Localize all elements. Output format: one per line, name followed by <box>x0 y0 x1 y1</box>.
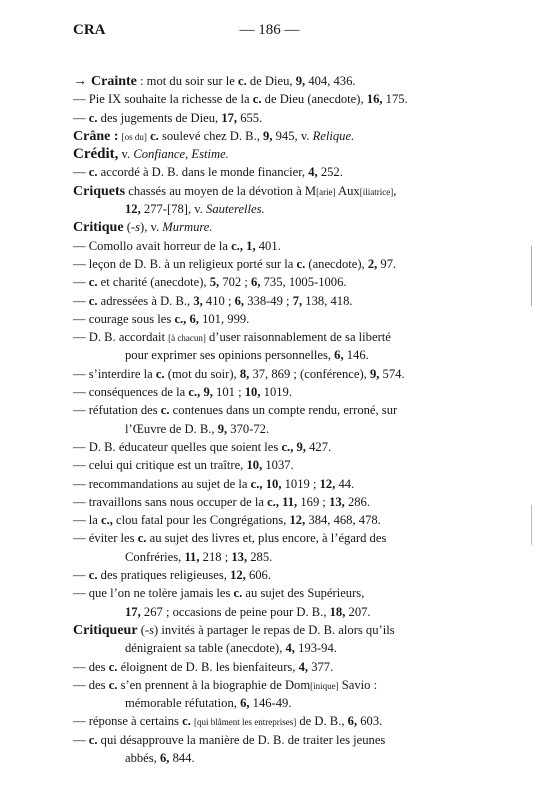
index-line <box>73 145 486 163</box>
entry-text: dénigraient sa table (anecdote), <box>125 641 286 656</box>
scan-edge-mark <box>531 505 532 545</box>
bracket-note: [os du] <box>121 131 147 142</box>
index-line <box>73 749 486 767</box>
running-head: CRA <box>73 22 106 38</box>
index-line <box>73 658 486 676</box>
entry-text: — <box>73 568 89 583</box>
entry-text: ) invités à partager le repas de D. B. alors qu’ils <box>154 622 395 637</box>
bold-ref: c., <box>174 311 187 326</box>
entry-text: soulevé chez D. B., <box>158 128 264 143</box>
entry-text: 218 ; <box>199 549 232 564</box>
entry-text: — D. B. éducateur quelles que soient les <box>73 439 282 454</box>
bold-ref: 12, <box>289 513 306 528</box>
entry-text: 252. <box>317 165 343 180</box>
bold-ref: 12, <box>230 568 246 583</box>
bold-ref: 6, <box>334 348 344 363</box>
entry-text: 101 ; <box>212 385 245 400</box>
entry-text: 844. <box>169 750 195 765</box>
bold-ref: 9, <box>295 74 306 88</box>
entry-text: 574. <box>379 366 405 381</box>
entry-text: 175. <box>382 92 408 107</box>
bold-ref: 6, <box>234 293 245 308</box>
entry-text: 97. <box>377 256 397 271</box>
entry-text: — celui qui critique est un traître, <box>73 458 247 473</box>
entry-text: accordé à D. B. dans le monde financier, <box>97 165 309 180</box>
bold-ref: 6, <box>240 696 250 711</box>
italic-ref: -s <box>144 622 155 637</box>
entry-text: 384, 468, 478. <box>305 513 381 528</box>
bold-ref: 3, <box>193 293 203 308</box>
bold-ref: c. <box>252 92 262 107</box>
entry-text: adressées à D. B., <box>97 293 194 308</box>
entry-text: — <box>73 165 89 180</box>
entry-text: — <box>73 732 89 747</box>
entry-text: éloignent de D. B. les bienfaiteurs, <box>117 659 299 674</box>
entry-text: 193-94. <box>294 641 337 656</box>
headword: Criquets <box>73 183 126 199</box>
entry-text: 735, 1005-1006. <box>260 275 347 290</box>
index-line <box>73 200 486 218</box>
index-line <box>73 292 486 310</box>
entry-text: 606. <box>245 568 271 583</box>
index-line <box>73 401 486 419</box>
entry-text: 655. <box>237 110 263 125</box>
entry-text: 285. <box>247 549 273 564</box>
entry-text: 338-49 ; <box>244 293 293 308</box>
entry-text: au sujet des livres et, plus encore, à l’égard des <box>146 531 387 546</box>
bold-ref: c. <box>182 714 191 729</box>
entry-text: — réfutation des <box>73 403 161 418</box>
entry-text: 286. <box>344 494 370 509</box>
bold-ref: c. <box>108 659 118 674</box>
scan-edge-mark <box>531 246 532 306</box>
bold-ref: c., <box>250 476 263 491</box>
index-line <box>73 328 486 346</box>
index-line <box>73 731 486 749</box>
index-line <box>73 529 486 547</box>
entry-text: 427. <box>305 439 332 454</box>
index-line <box>73 603 486 621</box>
bold-ref: 4, <box>298 659 309 674</box>
arrow-icon: → <box>73 74 87 89</box>
bold-ref: c. <box>155 366 165 381</box>
italic-ref: -s <box>130 220 141 235</box>
bold-ref: c., <box>100 513 113 528</box>
entry-text: de D. B., <box>296 714 348 729</box>
index-line <box>73 548 486 566</box>
entry-text: — recommandations au sujet de la <box>73 476 251 491</box>
bold-ref: 6, <box>189 311 199 326</box>
index-line <box>73 182 486 200</box>
entry-text: de Dieu (anecdote), <box>261 92 367 107</box>
entry-text: abbés, <box>125 750 160 765</box>
entry-text: l’Œuvre de D. B., <box>125 421 218 436</box>
bold-ref: 12, <box>125 202 141 217</box>
bold-ref: c. <box>88 293 98 308</box>
entry-text: d’user raisonnablement de sa liberté <box>205 330 391 345</box>
bold-ref: 13, <box>329 494 345 509</box>
bold-ref: 10, <box>244 385 261 400</box>
bold-ref: c. <box>150 128 159 143</box>
entry-text: 404, 436. <box>305 74 356 88</box>
index-line <box>73 639 486 657</box>
bold-ref: c. <box>137 531 147 546</box>
bold-ref: 2, <box>367 256 378 271</box>
bold-ref: 17, <box>125 604 141 619</box>
headword: Crainte <box>91 74 137 89</box>
entry-text: Savio : <box>338 677 378 692</box>
bold-ref: 6, <box>347 714 358 729</box>
bold-ref: c. <box>296 256 306 271</box>
index-line <box>73 566 486 584</box>
bold-ref: c. <box>88 732 98 747</box>
entry-text: Confréries, <box>125 549 185 564</box>
bold-ref: 7, <box>292 293 303 308</box>
entry-text: 101, 999. <box>198 311 250 326</box>
entry-text: 277-[78], v. <box>140 202 207 217</box>
index-line <box>73 346 486 364</box>
bold-ref: c., <box>231 238 243 253</box>
entry-text: 146-49. <box>249 696 292 711</box>
entry-text: 267 ; occasions de peine pour D. B., <box>140 604 330 619</box>
entry-text: qui désapprouve la manière de D. B. de traiter les jeunes <box>97 732 386 747</box>
entry-text: , <box>393 183 397 198</box>
entry-text: ( <box>123 220 131 235</box>
bold-ref: c. <box>108 677 118 692</box>
index-line <box>73 475 486 493</box>
entry-text: (mot du soir), <box>164 366 240 381</box>
entry-text: 138, 418. <box>302 293 353 308</box>
entry-text: — la <box>73 513 101 528</box>
entry-text: chassés au moyen de la dévotion à M <box>125 183 317 198</box>
entry-text: 401. <box>255 238 281 253</box>
bold-ref: c. <box>88 568 98 583</box>
index-line <box>73 255 486 273</box>
index-line <box>73 273 486 291</box>
index-line <box>73 456 486 474</box>
entry-text: 702 ; <box>219 275 252 290</box>
entry-text: : mot du soir sur le <box>136 74 238 88</box>
entry-text: — <box>73 293 89 308</box>
index-line <box>73 676 486 694</box>
italic-ref: Confiance, Estime. <box>133 147 229 162</box>
bold-ref: 13, <box>231 549 248 564</box>
entry-text: mémorable réfutation, <box>125 696 241 711</box>
index-line <box>73 584 486 602</box>
italic-ref: Relique. <box>312 128 355 143</box>
entry-text: 603. <box>357 714 383 729</box>
index-line <box>73 310 486 328</box>
italic-ref: Murmure. <box>162 220 213 235</box>
bold-ref: 9, <box>263 128 273 143</box>
index-line <box>73 420 486 438</box>
bracket-note: [qui blâment les entreprises] <box>194 717 297 728</box>
bold-ref: 16, <box>366 92 383 107</box>
entry-text: 207. <box>345 604 371 619</box>
entry-text: — réponse à certains <box>73 714 183 729</box>
bold-ref: 9, <box>203 385 213 400</box>
bold-ref: c. <box>160 403 170 418</box>
entry-text: v. <box>118 147 134 162</box>
bracket-note: [à chacun] <box>168 333 206 344</box>
entry-text: clou fatal pour les Congrégations, <box>112 513 290 528</box>
bold-ref: 10, <box>246 458 263 473</box>
index-line <box>73 127 486 145</box>
headword: Critique <box>73 220 124 236</box>
bold-ref: 17, <box>221 110 238 125</box>
index-line <box>73 383 486 401</box>
entry-text: ( <box>137 622 145 637</box>
bold-ref: 9, <box>296 439 306 454</box>
bracket-note: [arie] <box>316 186 336 197</box>
index-line <box>73 237 486 255</box>
bold-ref: 6, <box>251 275 261 290</box>
bracket-note: [inique] <box>310 680 339 691</box>
entry-text: (anecdote), <box>305 256 368 271</box>
entry-text: — D. B. accordait <box>73 330 169 345</box>
entry-text: 37, 869 ; (conférence), <box>249 366 370 381</box>
entry-text: de Dieu, <box>246 74 296 88</box>
bold-ref: c. <box>88 110 98 125</box>
headword: Crédit, <box>73 146 119 163</box>
bold-ref: c., <box>267 494 279 509</box>
bold-ref: c. <box>233 586 243 601</box>
entry-text: 44. <box>335 476 355 491</box>
entry-text: — Comollo avait horreur de la <box>73 238 232 253</box>
bold-ref: 1, <box>246 238 256 253</box>
bold-ref: 4, <box>285 641 295 656</box>
bold-ref: c., <box>188 385 201 400</box>
entry-text: 410 ; <box>202 293 235 308</box>
index-line <box>73 712 486 730</box>
bold-ref: 4, <box>308 165 318 180</box>
bold-ref: 9, <box>369 366 380 381</box>
entry-text: s’en prennent à la biographie de Dom <box>117 677 311 692</box>
page-number: — 186 — <box>239 22 300 38</box>
index-line <box>73 694 486 712</box>
bold-ref: 6, <box>159 750 170 765</box>
entry-text: des jugements de Dieu, <box>97 110 222 125</box>
entry-text: 169 ; <box>297 494 330 509</box>
entry-text: — leçon de D. B. à un religieux porté sur la <box>73 256 297 271</box>
index-entries <box>73 72 486 767</box>
bold-ref: 5, <box>209 275 220 290</box>
bold-ref: 8, <box>239 366 250 381</box>
index-line <box>73 511 486 529</box>
bold-ref: 11, <box>282 494 298 509</box>
entry-text: — s’interdire la <box>73 366 156 381</box>
index-line <box>73 365 486 383</box>
index-line <box>73 438 486 456</box>
entry-text: 945, v. <box>272 128 313 143</box>
entry-text: — travaillons sans nous occuper de la <box>73 494 268 509</box>
bold-ref: 18, <box>329 604 346 619</box>
entry-text: 1019 ; <box>281 476 320 491</box>
entry-text: et charité (anecdote), <box>97 275 210 290</box>
entry-text: 146. <box>343 348 369 363</box>
index-line <box>73 218 486 236</box>
index-line <box>73 621 486 639</box>
italic-ref: Sauterelles. <box>206 202 265 217</box>
entry-text: — Pie IX souhaite la richesse de la <box>73 92 253 107</box>
entry-text: Aux <box>335 183 360 198</box>
bold-ref: 12, <box>319 476 336 491</box>
bracket-note: [iliatrice] <box>359 186 394 197</box>
headword: Crâne : <box>73 128 119 144</box>
entry-text: — que l’on ne tolère jamais les <box>73 586 234 601</box>
entry-text: — éviter les <box>73 531 138 546</box>
entry-text: — conséquences de la <box>73 385 189 400</box>
index-line <box>73 109 486 127</box>
index-line <box>73 90 486 108</box>
bold-ref: 11, <box>184 549 200 564</box>
entry-text: pour exprimer ses opinions personnelles, <box>125 348 335 363</box>
index-line <box>73 493 486 511</box>
entry-text: au sujet des Supérieurs, <box>242 586 365 601</box>
headword: Critiqueur <box>73 622 138 638</box>
bold-ref: 9, <box>217 421 228 436</box>
entry-text: contenues dans un compte rendu, erroné, sur <box>169 403 398 418</box>
bold-ref: c. <box>88 165 98 180</box>
index-line <box>73 72 486 90</box>
bold-ref: c., <box>281 439 294 454</box>
entry-text: ), v. <box>140 220 163 235</box>
entry-text: — <box>73 110 89 125</box>
bold-ref: c. <box>238 74 247 88</box>
entry-text: — courage sous les <box>73 311 175 326</box>
entry-text: — <box>73 275 89 290</box>
entry-text: 377. <box>308 659 334 674</box>
entry-text: 1037. <box>262 458 294 473</box>
entry-text: 370-72. <box>227 421 270 436</box>
entry-text: — des <box>73 677 109 692</box>
entry-text: 1019. <box>260 385 292 400</box>
entry-text: des pratiques religieuses, <box>97 568 231 583</box>
entry-text: — des <box>73 659 109 674</box>
bold-ref: c. <box>88 275 98 290</box>
index-line <box>73 163 486 181</box>
bold-ref: 10, <box>265 476 282 491</box>
